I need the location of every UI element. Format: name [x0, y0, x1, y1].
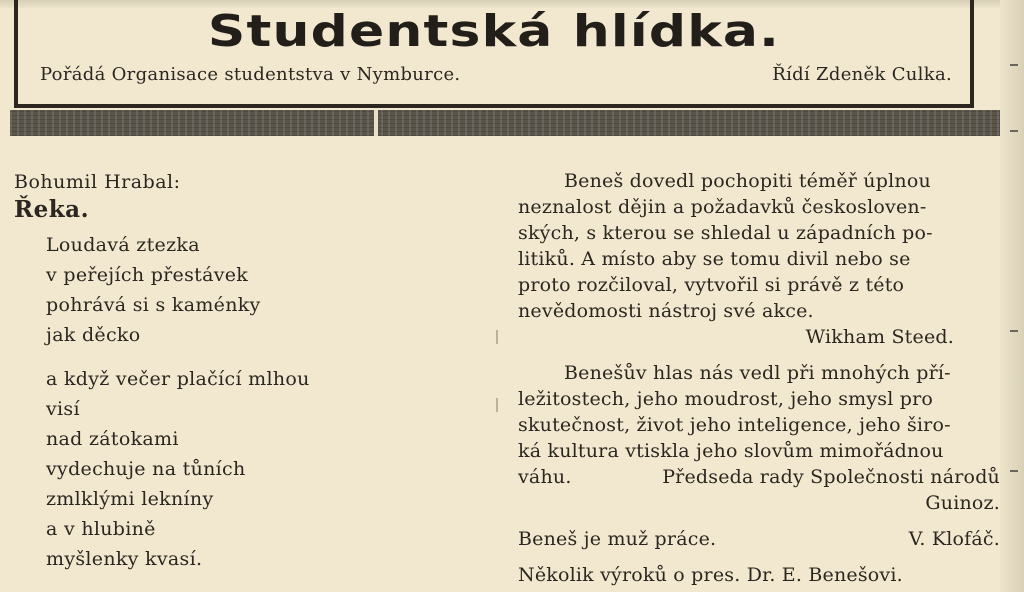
quotes-column — [518, 168, 1000, 588]
quote-text: Beneš je muž práce. — [518, 528, 717, 550]
masthead-title: Studentská hlídka. — [207, 6, 781, 57]
quote-line-last — [518, 464, 1000, 490]
print-speck — [496, 330, 498, 344]
decorative-band — [10, 110, 1000, 136]
quote-attribution-role: Předseda rady Společnosti národů — [662, 466, 1000, 488]
section-caption-text: Několik výroků o pres. Dr. E. Benešovi. — [518, 564, 903, 586]
poem-line: jak děcko — [46, 324, 141, 346]
quote-line: skutečnost, život jeho inteligence, jeho širo- — [518, 414, 951, 436]
quote-line: proto rozčiloval, vytvořil si právě z této — [518, 274, 905, 296]
poem — [14, 170, 434, 224]
poem-line: a když večer plačící mlhou — [46, 368, 310, 390]
quote-line: ských, s kterou se shledal u západních po- — [518, 222, 933, 244]
masthead — [14, 0, 974, 108]
edge-mark — [1010, 330, 1018, 332]
masthead-organizer: Pořádá Organisace studentstva v Nymburce. — [40, 64, 461, 85]
quote-author: Wikham Steed. — [805, 326, 954, 348]
page-edge — [1000, 0, 1024, 592]
quote-line: Beneš dovedl pochopiti téměř úplnou — [564, 170, 931, 192]
poem-line: nad zátokami — [46, 428, 179, 450]
print-speck — [496, 398, 498, 412]
poem-line: v peřejích přestávek — [46, 264, 249, 286]
quote-line: nevědomosti nástroj své akce. — [518, 300, 814, 322]
poem-title: Řeka. — [14, 196, 90, 223]
poem-line: visí — [46, 398, 80, 420]
quote-line: ležitostech, jeho moudrost, jeho smysl pro — [518, 388, 934, 410]
quote-line-start: váhu. — [518, 466, 572, 488]
edge-mark — [1010, 64, 1018, 66]
quote-line: ká kultura vtiskla jeho slovům mimořádnou — [518, 440, 944, 462]
poem-line: pohrává si s kaménky — [46, 294, 261, 316]
quote-line — [518, 526, 1000, 552]
masthead-editor: Řídí Zdeněk Culka. — [772, 64, 952, 85]
edge-mark — [1010, 470, 1018, 472]
edge-mark — [1010, 130, 1018, 132]
decorative-band-gap — [374, 110, 378, 136]
section-caption — [518, 562, 1000, 588]
poem-line: myšlenky kvasí. — [46, 548, 203, 570]
poem-line: vydechuje na tůních — [46, 458, 246, 480]
quote-line: neznalost dějin a požadavků českosloven- — [518, 196, 927, 218]
quote-author: V. Klofáč. — [908, 528, 1000, 550]
quote-author: Guinoz. — [925, 492, 1000, 514]
poem-author: Bohumil Hrabal: — [14, 171, 181, 193]
poem-line: a v hlubině — [46, 518, 156, 540]
quote-line: litiků. A místo aby se tomu divil nebo se — [518, 248, 911, 270]
quote-line: Benešův hlas nás vedl při mnohých pří- — [564, 362, 951, 384]
poem-line: zmlklými lekníny — [46, 488, 214, 510]
poem-line: Loudavá ztezka — [46, 234, 200, 256]
